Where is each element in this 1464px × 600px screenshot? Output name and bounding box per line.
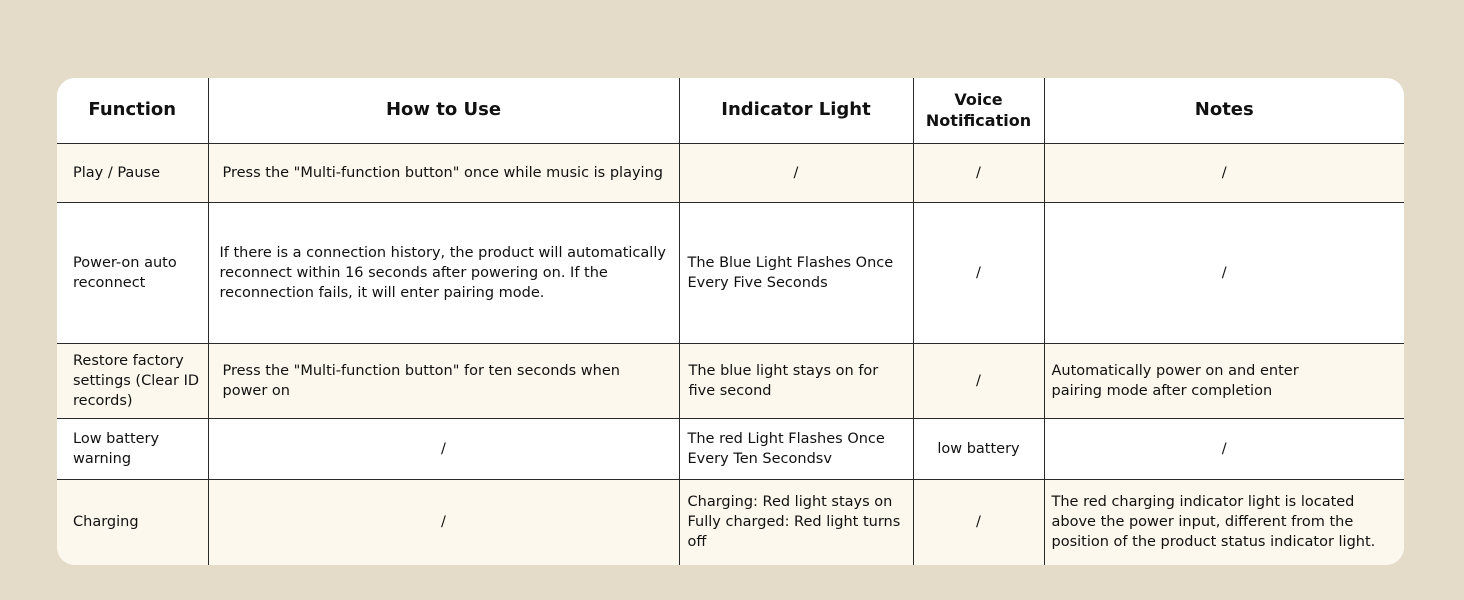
header-notes: Notes: [1044, 78, 1404, 143]
cell-notes: /: [1044, 143, 1404, 202]
header-how-to-use: How to Use: [208, 78, 679, 143]
cell-voice-notification: low battery: [913, 418, 1044, 479]
header-row: [57, 78, 1404, 143]
cell-notes: /: [1044, 418, 1404, 479]
header-voice-notification: [913, 78, 1044, 143]
table-row: [57, 343, 1404, 418]
cell-notes: Automatically power on and enter pairing mode after completion: [1044, 343, 1404, 418]
cell-indicator-light: The blue light stays on for five second: [679, 343, 913, 418]
table-row: [57, 143, 1404, 202]
cell-indicator-light: The Blue Light Flashes Once Every Five Seconds: [679, 202, 913, 343]
cell-voice-notification: /: [913, 479, 1044, 565]
cell-notes: The red charging indicator light is located above the power input, different from the position of the product status indicator light.: [1044, 479, 1404, 565]
table-row: [57, 479, 1404, 565]
table-row: [57, 418, 1404, 479]
cell-indicator-light: /: [679, 143, 913, 202]
cell-function: Charging: [57, 479, 208, 565]
header-function: Function: [57, 78, 208, 143]
cell-indicator-light: Charging: Red light stays on Fully charged: Red light turns off: [679, 479, 913, 565]
cell-voice-notification: /: [913, 343, 1044, 418]
cell-voice-notification: /: [913, 202, 1044, 343]
cell-how-to-use: If there is a connection history, the product will automatically reconnect within 16 seconds after powering on. If the reconnection fails, it will enter pairing mode.: [208, 202, 679, 343]
cell-function: Restore factory settings (Clear ID records): [57, 343, 208, 418]
cell-notes: /: [1044, 202, 1404, 343]
cell-indicator-light: The red Light Flashes Once Every Ten Secondsv: [679, 418, 913, 479]
cell-how-to-use: /: [208, 418, 679, 479]
header-voice-notification-line2: Notification: [925, 111, 1032, 131]
function-table-card: [57, 78, 1404, 565]
header-indicator-light: Indicator Light: [679, 78, 913, 143]
cell-voice-notification: /: [913, 143, 1044, 202]
cell-how-to-use: /: [208, 479, 679, 565]
cell-function: Play / Pause: [57, 143, 208, 202]
cell-how-to-use: Press the "Multi-function button" once while music is playing: [208, 143, 679, 202]
cell-function: Power-on auto reconnect: [57, 202, 208, 343]
cell-how-to-use: Press the "Multi-function button" for ten seconds when power on: [208, 343, 679, 418]
header-voice-notification-line1: Voice: [954, 90, 1003, 110]
table-row: [57, 202, 1404, 343]
function-table: [57, 78, 1404, 565]
cell-function: Low battery warning: [57, 418, 208, 479]
